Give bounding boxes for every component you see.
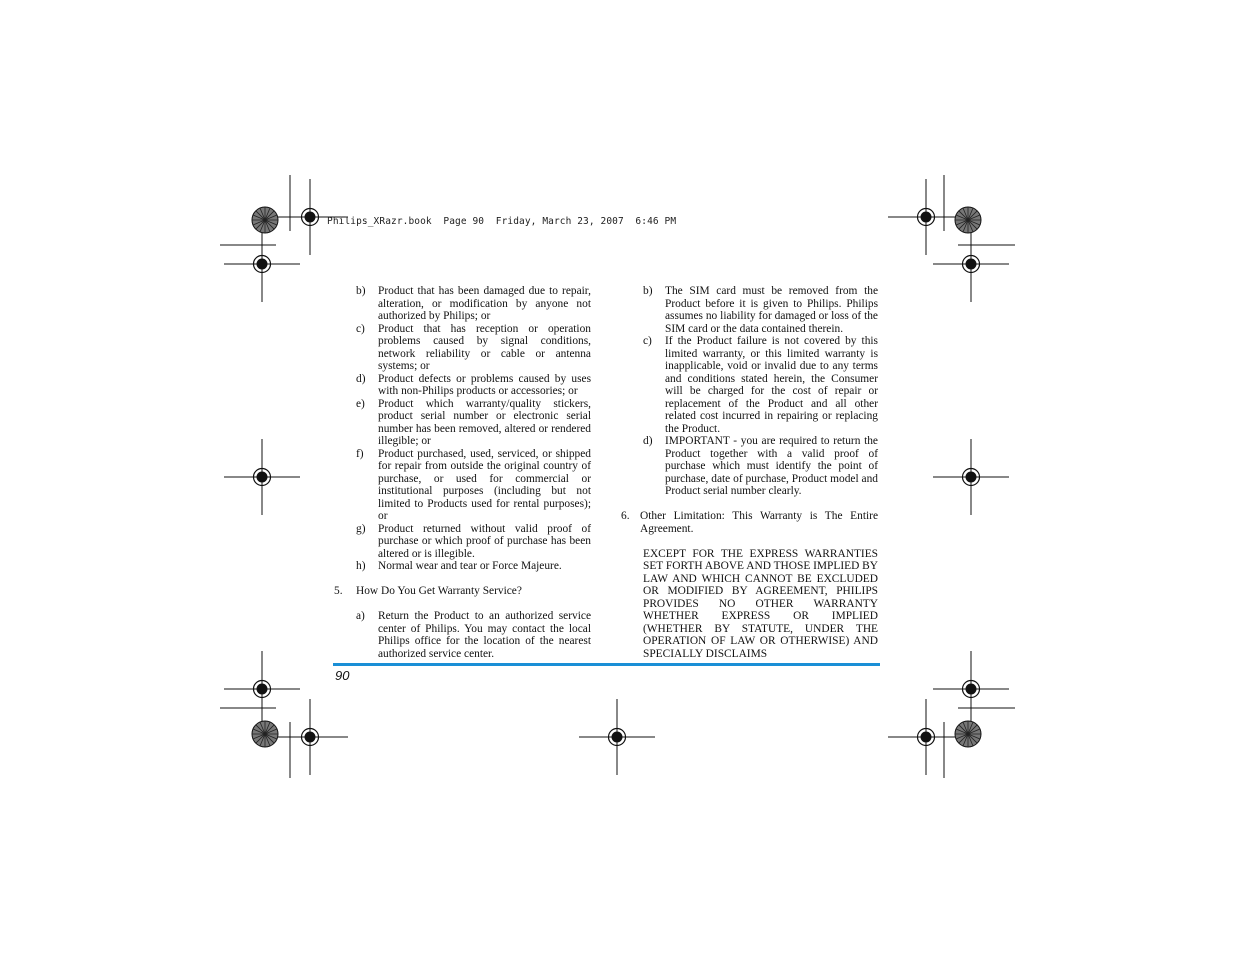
registration-mark-icon	[933, 651, 1009, 727]
registration-mark-icon	[888, 179, 964, 255]
section-heading	[621, 510, 878, 535]
list-item-text: Product that has been damaged due to repair, alteration, or modification by anyone not authorized by Philips; or	[378, 285, 591, 322]
list-item-text: Product that has reception or operation problems caused by signal conditions, network reliability or cable or antenna systems; or	[378, 322, 591, 372]
list-item	[334, 398, 591, 448]
file-info-header: Philips_XRazr.book Page 90 Friday, March 23, 2007 6:46 PM	[327, 216, 677, 227]
list-item-label: d)	[356, 372, 366, 385]
disclaimer-paragraph: EXCEPT FOR THE EXPRESS WARRANTIES SET FORTH ABOVE AND THOSE IMPLIED BY LAW AND WHICH CANNOT BE EXCLUDED OR MODIFIED BY AGREEMENT, PHILIPS PROVIDES NO OTHER WARRANTY WHETHER EXPRESS OR IMPLIED (WHETHER BY STATUTE, UNDER THE OPERATION OF LAW OR OTHERWISE) AND SPECIALLY DISCLAIMS	[643, 547, 878, 660]
page-number: 90	[335, 668, 350, 683]
list-item-label: b)	[643, 285, 653, 297]
list-item	[334, 323, 591, 373]
color-bar-star-icon	[955, 207, 981, 233]
list-item-text: IMPORTANT - you are required to return the Product together with a valid proof of purchase which must identify the point of purchase, date of purchase, Product model and Product serial number clearly.	[665, 435, 878, 497]
list-item-label: d)	[643, 435, 653, 447]
registration-mark-icon	[933, 439, 1009, 515]
section-number: 6.	[621, 510, 630, 522]
registration-mark-icon	[224, 651, 300, 727]
list-item-text: Normal wear and tear or Force Majeure.	[378, 560, 562, 572]
list-item-label: a)	[356, 610, 365, 622]
list-item-label: e)	[356, 397, 365, 410]
list-item-label: b)	[356, 285, 366, 297]
list-item	[334, 523, 591, 561]
list-item	[334, 285, 591, 323]
list-item	[621, 435, 878, 498]
list-item	[621, 285, 878, 335]
registration-mark-icon	[224, 226, 300, 302]
right-column	[621, 285, 878, 660]
list-item	[334, 448, 591, 523]
color-bar-star-icon	[252, 721, 278, 747]
list-item-label: f)	[356, 447, 364, 460]
list-item-label: c)	[356, 322, 365, 335]
list-item-text: If the Product failure is not covered by this limited warranty, or this limited warranty is inapplicable, void or invalid due to any terms and conditions stated herein, the Consumer will be charged for the cost of repair or replacement of the Product and all other related cost incurred in repairing or replacing the Product.	[665, 335, 878, 435]
registration-mark-icon	[579, 699, 655, 775]
list-item-text: Product which warranty/quality stickers, product serial number or electronic serial number has been removed, altered or rendered illegible; or	[378, 397, 591, 447]
footer-rule	[333, 663, 880, 666]
list-item	[334, 610, 591, 660]
color-bar-star-icon	[252, 207, 278, 233]
list-item	[621, 335, 878, 435]
list-item-label: h)	[356, 560, 366, 572]
list-item-text: Product defects or problems caused by uses with non-Philips products or accessories; or	[378, 372, 591, 397]
registration-mark-icon	[272, 699, 348, 775]
list-item	[334, 373, 591, 398]
section-title: How Do You Get Warranty Service?	[356, 585, 522, 597]
left-column	[334, 285, 591, 660]
color-bar-star-icon	[955, 721, 981, 747]
registration-mark-icon	[224, 439, 300, 515]
list-item-text: The SIM card must be removed from the Product before it is given to Philips. Philips assumes no liability for damaged or loss of the SIM card or the data contained therein.	[665, 285, 878, 335]
list-item-label: c)	[643, 335, 652, 347]
list-item-text: Return the Product to an authorized service center of Philips. You may contact the local Philips office for the location of the nearest authorized service center.	[378, 610, 591, 660]
list-item	[334, 560, 591, 573]
list-item-label: g)	[356, 522, 366, 535]
section-title: Other Limitation: This Warranty is The Entire Agreement.	[640, 510, 878, 535]
list-item-text: Product returned without valid proof of purchase or which proof of purchase has been altered or is illegible.	[378, 522, 591, 560]
section-heading	[334, 585, 591, 598]
section-number: 5.	[334, 585, 343, 597]
registration-mark-icon	[888, 699, 964, 775]
list-item-text: Product purchased, used, serviced, or shipped for repair from outside the original country of purchase, or used for commercial or institutional purposes (including but not limited to Products used for rental purposes); or	[378, 447, 591, 522]
registration-mark-icon	[933, 226, 1009, 302]
